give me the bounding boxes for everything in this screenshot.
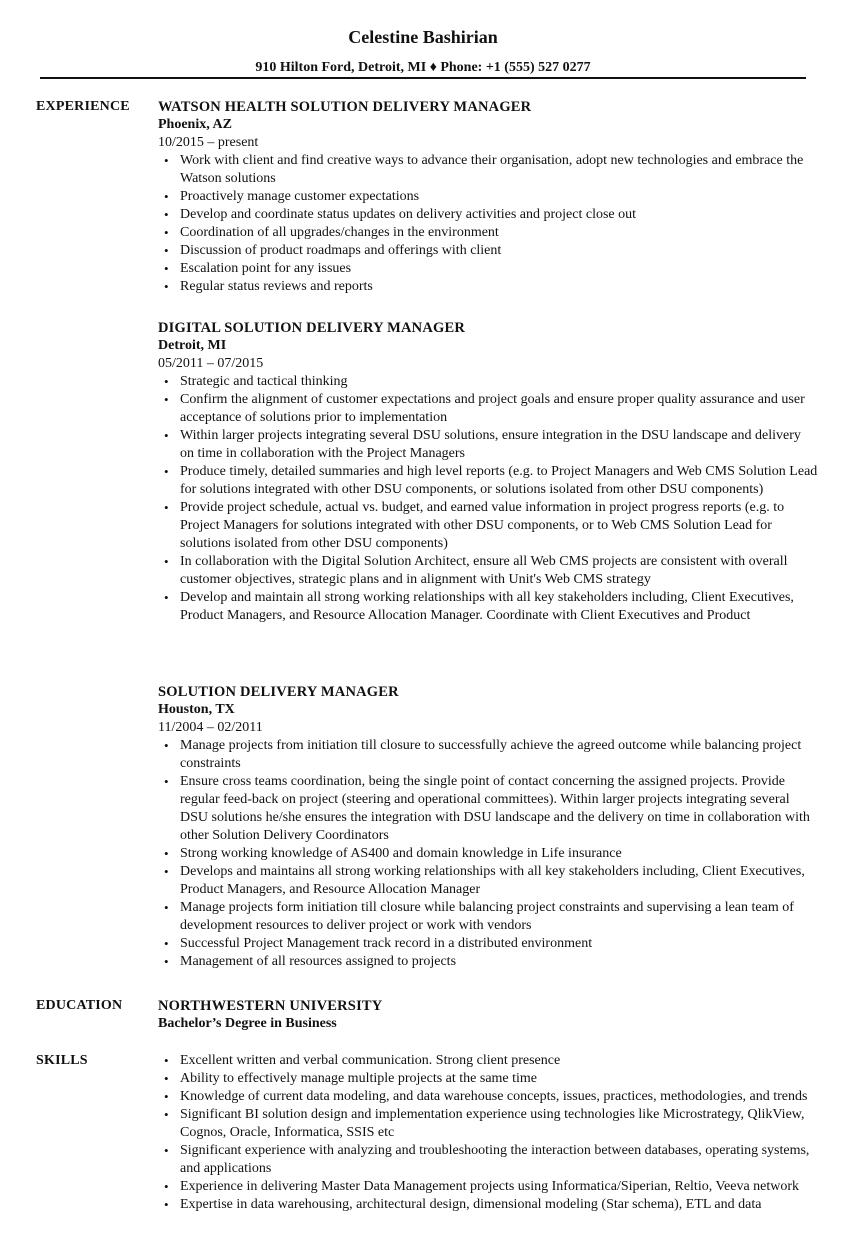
bullet-item: • Confirm the alignment of customer expectations and project goals and ensure proper quality assurance and user acceptance of solutions prior to implementation	[180, 391, 818, 427]
job-bullets	[158, 152, 818, 296]
education-heading: EDUCATION	[36, 998, 123, 1013]
bullet-item: • Successful Project Management track record in a distributed environment	[180, 935, 818, 953]
skill-item: • Excellent written and verbal communication. Strong client presence	[180, 1052, 818, 1070]
bullet-item: • Develops and maintains all strong working relationships with all key stakeholders including, Client Executives, Product Managers, and Resource Allocation Manager	[180, 863, 818, 899]
job-entry	[158, 319, 818, 625]
bullet-item: • Strong working knowledge of AS400 and domain knowledge in Life insurance	[180, 845, 818, 863]
school-name: NORTHWESTERN UNIVERSITY	[158, 998, 383, 1014]
skill-item: • Significant experience with analyzing and troubleshooting the interaction between databases, operating systems, and applications	[180, 1142, 818, 1178]
job-dates: 10/2015 – present	[158, 135, 259, 150]
bullet-item: • Coordination of all upgrades/changes in the environment	[180, 224, 818, 242]
skills-heading: SKILLS	[36, 1053, 88, 1068]
job-title: SOLUTION DELIVERY MANAGER	[158, 684, 399, 700]
bullet-item: • Develop and maintain all strong working relationships with all key stakeholders including, Client Executives, Product Managers, and Resource Allocation Manager. Coordinate with Client Executives and Product	[180, 589, 818, 625]
skills-entry	[158, 1052, 818, 1214]
job-location: Detroit, MI	[158, 338, 227, 353]
bullet-item: • Regular status reviews and reports	[180, 278, 818, 296]
skill-item: • Significant BI solution design and implementation experience using technologies like Microstrategy, QlikView, Cognos, Oracle, Informatica, SSIS etc	[180, 1106, 818, 1142]
job-entry	[158, 98, 818, 296]
bullet-item: • Discussion of product roadmaps and offerings with client	[180, 242, 818, 260]
bullet-item: • Produce timely, detailed summaries and high level reports (e.g. to Project Managers and Web CMS Solution Lead for solutions integrated with other DSU components, or solutions isolated from other DSU components)	[180, 463, 818, 499]
skill-item: • Expertise in data warehousing, architectural design, dimensional modeling (Star schema), ETL and data	[180, 1196, 818, 1214]
job-title: DIGITAL SOLUTION DELIVERY MANAGER	[158, 320, 466, 336]
skill-item: • Knowledge of current data modeling, and data warehouse concepts, issues, practices, methodologies, and trends	[180, 1088, 818, 1106]
job-location: Houston, TX	[158, 702, 235, 717]
bullet-item: • Provide project schedule, actual vs. budget, and earned value information in project progress reports (e.g. to Project Managers for solutions integrated with other DSU components, or to Web CMS Solution Lead for solutions isolated from other DSU components)	[180, 499, 818, 553]
bullet-item: • Strategic and tactical thinking	[180, 373, 818, 391]
job-bullets	[158, 737, 818, 971]
bullet-item: • Develop and coordinate status updates on delivery activities and project close out	[180, 206, 818, 224]
skills-list	[158, 1052, 818, 1214]
job-dates: 11/2004 – 02/2011	[158, 720, 263, 735]
bullet-item: • Manage projects form initiation till closure while balancing project constraints and supervising a lean team of development resources to deliver project or work with vendors	[180, 899, 818, 935]
bullet-item: • Management of all resources assigned to projects	[180, 953, 818, 971]
bullet-item: • Manage projects from initiation till closure to successfully achieve the agreed outcome while balancing project constraints	[180, 737, 818, 773]
contact-line: 910 Hilton Ford, Detroit, MI ♦ Phone: +1 (555) 527 0277	[255, 60, 591, 75]
job-bullets	[158, 373, 818, 625]
job-dates: 05/2011 – 07/2015	[158, 356, 264, 371]
job-entry	[158, 683, 818, 971]
degree: Bachelor’s Degree in Business	[158, 1016, 337, 1031]
bullet-item: • Within larger projects integrating several DSU solutions, ensure integration in the DSU landscape and delivery on time in collaboration with the Project Managers	[180, 427, 818, 463]
skill-item: • Ability to effectively manage multiple projects at the same time	[180, 1070, 818, 1088]
bullet-item: • Work with client and find creative ways to advance their organisation, adopt new technologies and embrace the Watson solutions	[180, 152, 818, 188]
job-title: WATSON HEALTH SOLUTION DELIVERY MANAGER	[158, 99, 532, 115]
bullet-item: • Escalation point for any issues	[180, 260, 818, 278]
experience-heading: EXPERIENCE	[36, 99, 130, 114]
bullet-item: • In collaboration with the Digital Solution Architect, ensure all Web CMS projects are consistent with overall customer objectives, strategic plans and in alignment with Unit's Web CMS strategy	[180, 553, 818, 589]
bullet-item: • Proactively manage customer expectations	[180, 188, 818, 206]
job-location: Phoenix, AZ	[158, 117, 232, 132]
header-divider	[40, 77, 806, 79]
resume-name: Celestine Bashirian	[348, 27, 498, 47]
education-entry	[158, 997, 818, 1033]
bullet-item: • Ensure cross teams coordination, being the single point of contact concerning the assigned projects. Provide regular feed-back on project (steering and operational committees). Within larger projects integrating several DSU solutions he/she ensures the integration with DSU landscape and the delivery on time in collaboration with other Solution Delivery Coordinators	[180, 773, 818, 845]
skill-item: • Experience in delivering Master Data Management projects using Informatica/Siperian, Reltio, Veeva network	[180, 1178, 818, 1196]
